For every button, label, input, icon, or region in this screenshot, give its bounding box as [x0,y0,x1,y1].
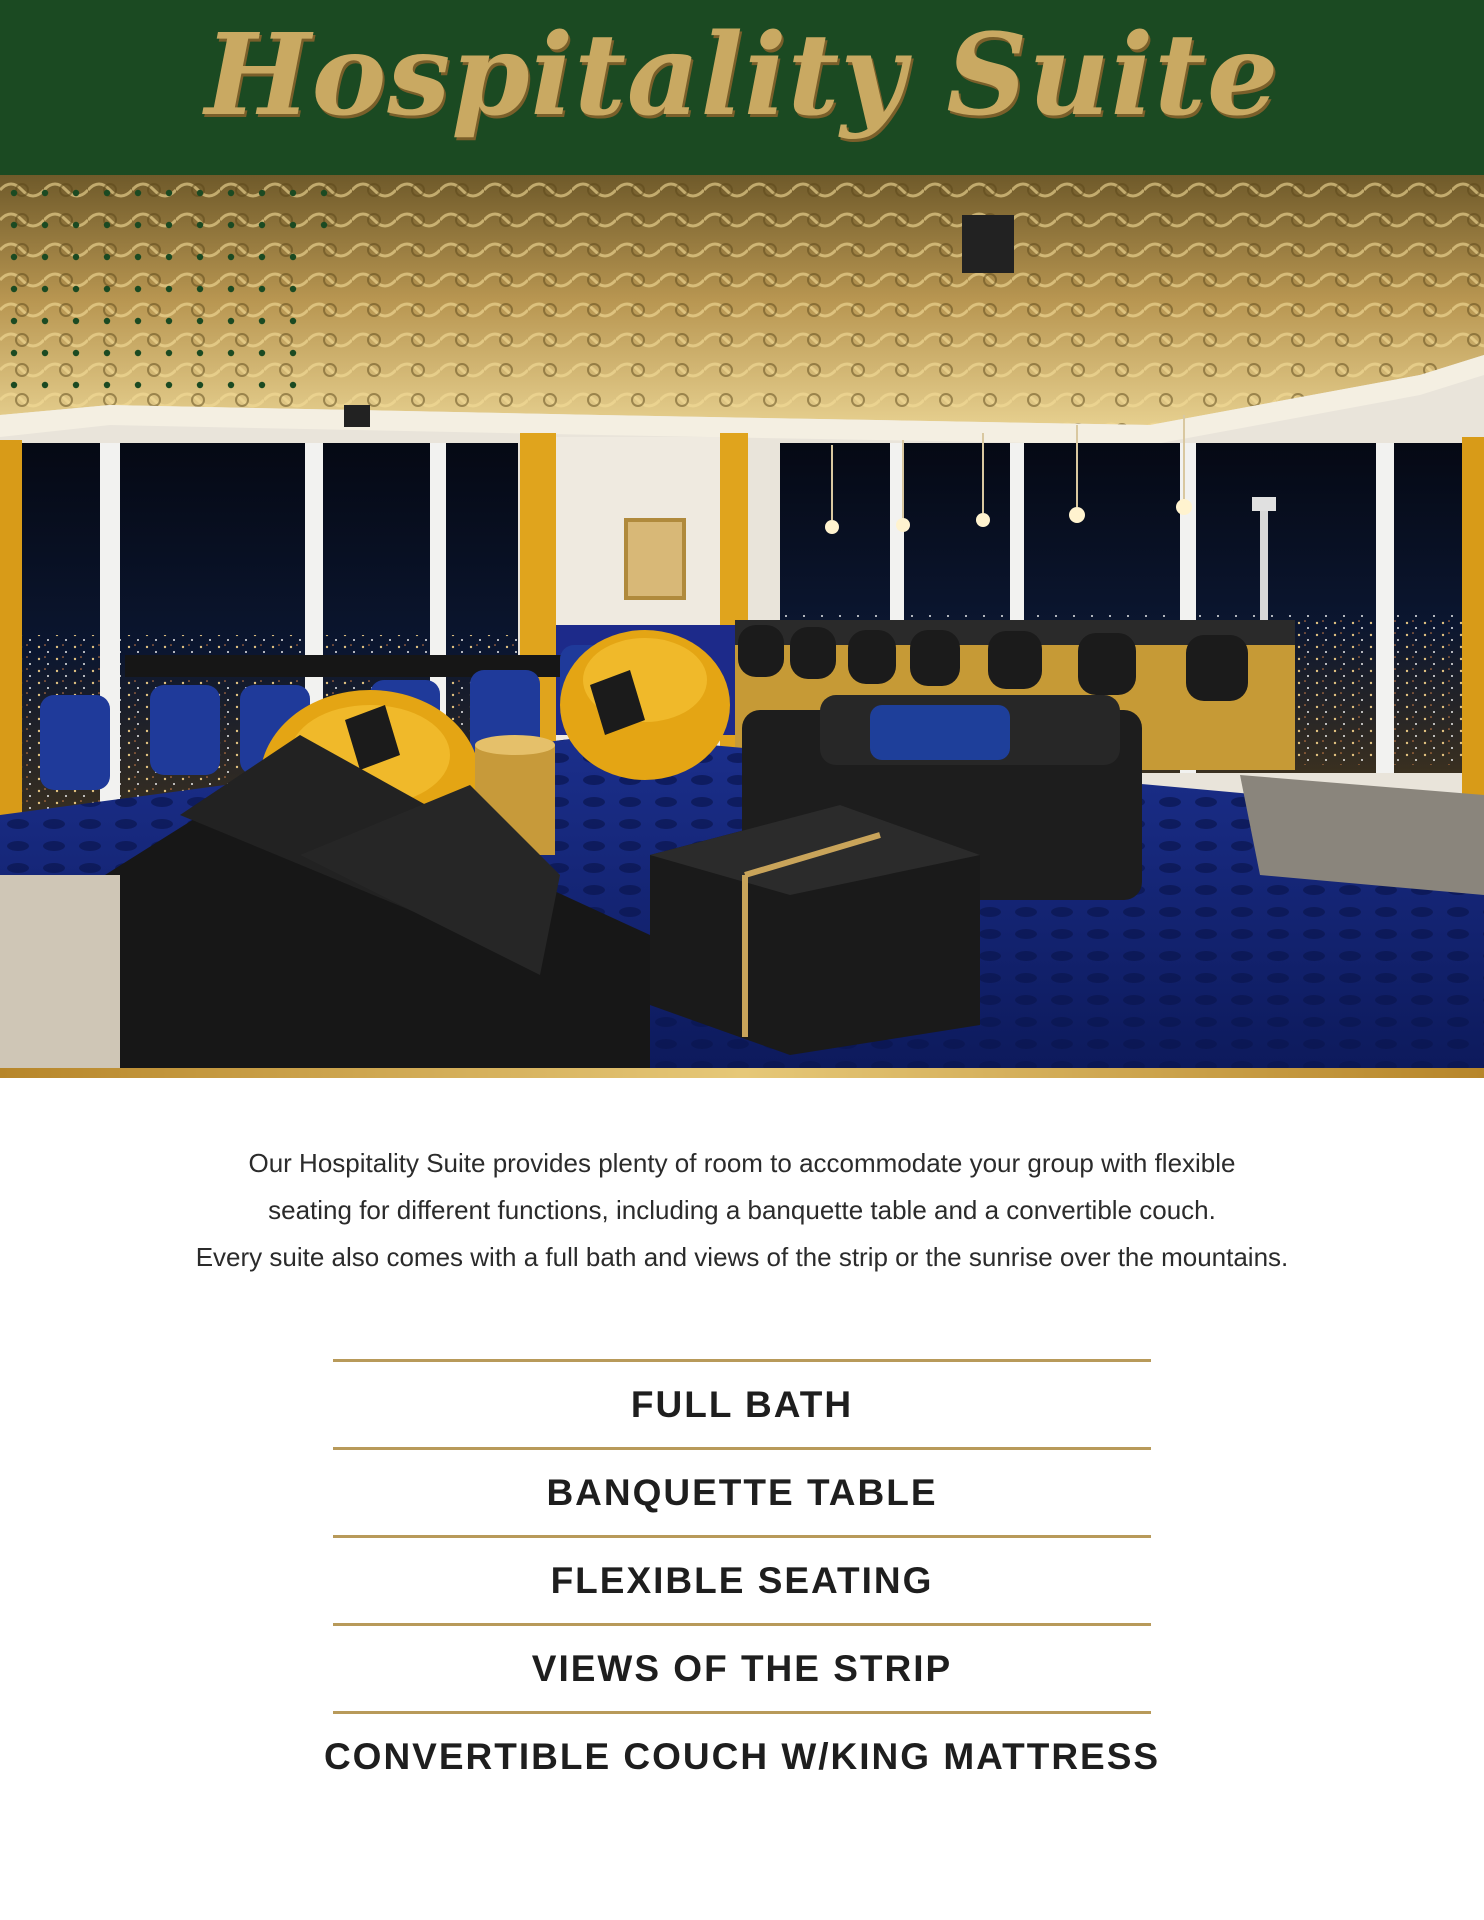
decor-dot [104,350,110,356]
decor-dot [197,190,203,196]
page-title: Hospitality Suite [204,10,1280,141]
description-line: Our Hospitality Suite provides plenty of room to accommodate your group with flexible [248,1148,1236,1178]
decor-dot [42,222,48,228]
decor-dot [290,286,296,292]
decor-dot [259,350,265,356]
decor-dot [42,286,48,292]
decor-dot [228,382,234,388]
decor-dot [135,190,141,196]
feature-full-bath: FULL BATH [333,1359,1151,1447]
decor-dot [290,222,296,228]
decor-dot [135,382,141,388]
decor-dot [259,254,265,260]
decor-dot [166,222,172,228]
decor-dot [135,286,141,292]
feature-banquette-table: BANQUETTE TABLE [333,1447,1151,1535]
decor-dot [42,382,48,388]
decor-dot [290,382,296,388]
decor-dot [11,318,17,324]
decor-dot [104,222,110,228]
feature-views-of-strip: VIEWS OF THE STRIP [333,1623,1151,1711]
decor-dot [73,254,79,260]
decor-dot [104,382,110,388]
decor-dot [73,350,79,356]
decor-dot [42,350,48,356]
decor-dot [104,318,110,324]
decor-dot [166,350,172,356]
decor-dot [197,222,203,228]
decor-dot [104,286,110,292]
decor-dot [11,350,17,356]
decor-dot [42,318,48,324]
decor-dot [73,382,79,388]
decor-dot [135,222,141,228]
description-line: seating for different functions, including a banquette table and a convertible couch. [268,1195,1216,1225]
decor-dot [135,350,141,356]
decor-dot [73,318,79,324]
decor-dot [166,286,172,292]
decor-dot [42,190,48,196]
gold-divider-bar [0,1068,1484,1078]
feature-convertible-couch: CONVERTIBLE COUCH W/KING MATTRESS [333,1711,1151,1799]
decor-dot [228,286,234,292]
decor-dot [228,190,234,196]
feature-flexible-seating: FLEXIBLE SEATING [333,1535,1151,1623]
decor-dot [259,222,265,228]
decor-dot [197,254,203,260]
decor-dot [73,286,79,292]
decor-dot [228,350,234,356]
decor-dot [135,318,141,324]
decor-dot [228,318,234,324]
decor-dot [321,190,327,196]
decor-dot [290,254,296,260]
feature-list [323,1359,1161,1799]
decor-dot [104,254,110,260]
decor-dot [228,222,234,228]
decor-dot [11,286,17,292]
decor-dot [166,190,172,196]
decor-dot [11,254,17,260]
decor-dot [228,254,234,260]
description-line: Every suite also comes with a full bath and views of the strip or the sunrise over the mountains. [195,1242,1289,1272]
decor-dot [259,190,265,196]
suite-description [60,1140,1424,1281]
decor-dot [11,382,17,388]
decor-dot [290,190,296,196]
decor-dot [259,318,265,324]
decor-dot [259,382,265,388]
decor-dot [11,222,17,228]
decor-dot [73,190,79,196]
decor-dot [197,350,203,356]
decor-dot [259,286,265,292]
decor-dot [166,382,172,388]
decor-dot [104,190,110,196]
decor-dot [197,286,203,292]
decor-dot [321,222,327,228]
decor-dot [290,318,296,324]
decor-dot [11,190,17,196]
decor-dot [135,254,141,260]
decor-dot [197,318,203,324]
decor-dot [73,222,79,228]
decor-dot [166,318,172,324]
decor-dot [166,254,172,260]
dot-pattern-decoration [0,175,340,405]
decor-dot [290,350,296,356]
decor-dot [42,254,48,260]
decor-dot [197,382,203,388]
